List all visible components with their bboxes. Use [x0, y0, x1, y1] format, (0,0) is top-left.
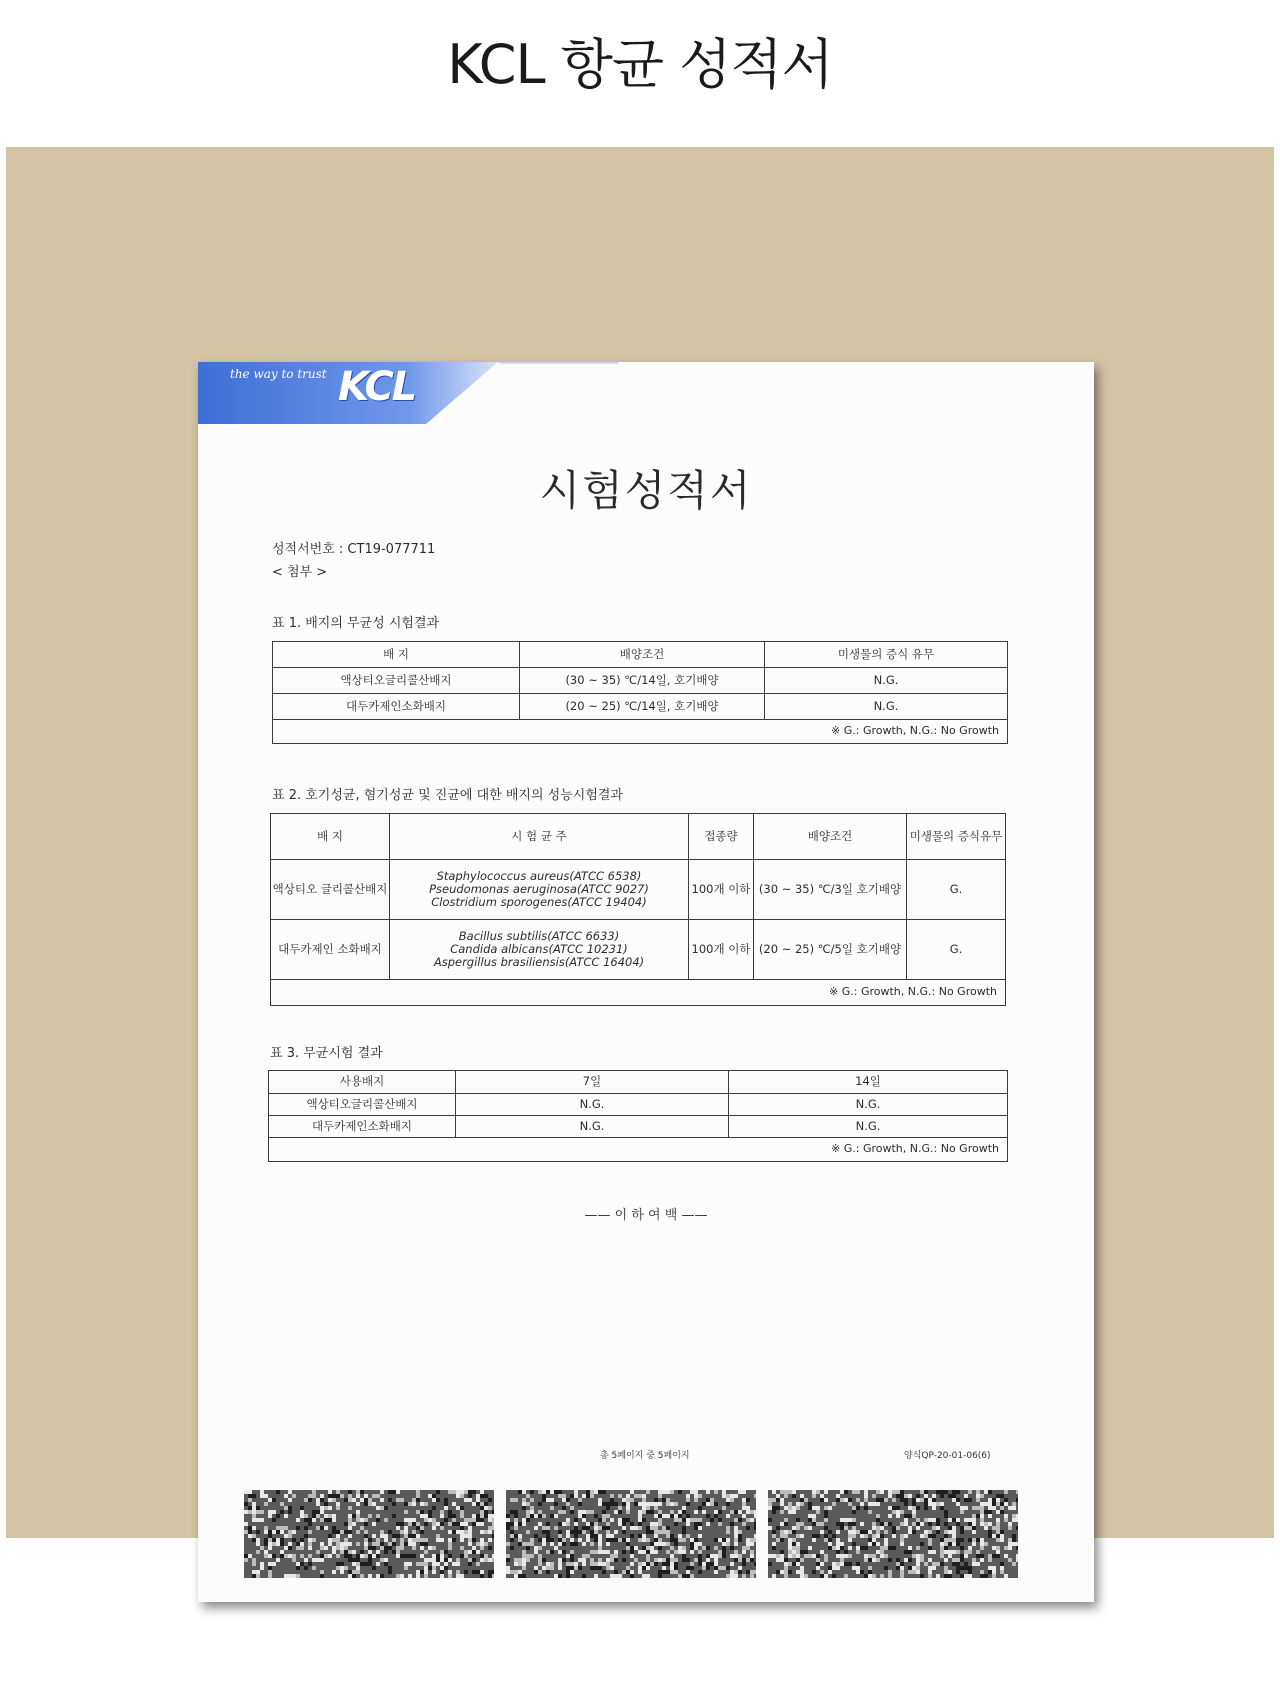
document-panel [6, 147, 1274, 1538]
table-cell: (20 ~ 25) ℃/14일, 호기배양 [520, 694, 765, 720]
strain-cell [390, 920, 689, 980]
test-report-document [198, 362, 1094, 1602]
table1-header: 배양조건 [520, 642, 765, 668]
table1-caption: 표 1. 배지의 무균성 시험결과 [272, 616, 440, 631]
table2-header: 시 험 균 주 [390, 814, 689, 860]
strain-name: Pseudomonas aeruginosa(ATCC 9027) [429, 881, 649, 896]
table-cell: N.G. [765, 668, 1008, 694]
table-cell: 대두카제인 소화배지 [271, 920, 390, 980]
table1-header: 미생물의 증식 유무 [765, 642, 1008, 668]
end-of-document-mark: —— 이 하 여 백 —— [584, 1208, 708, 1223]
table1 [272, 641, 1008, 744]
table2-caption: 표 2. 호기성균, 혐기성균 및 진균에 대한 배지의 성능시험결과 [272, 788, 623, 803]
table-row [269, 1094, 1008, 1116]
table-cell: G. [907, 860, 1006, 920]
page-title: KCL 항균 성적서 [447, 33, 833, 96]
table2-note: ※ G.: Growth, N.G.: No Growth [271, 980, 1006, 1006]
table1-note: ※ G.: Growth, N.G.: No Growth [273, 720, 1008, 744]
table3-caption: 표 3. 무균시험 결과 [270, 1046, 383, 1061]
strain-name: Clostridium sporogenes(ATCC 19404) [431, 895, 647, 910]
strain-name: Staphylococcus aureus(ATCC 6538) [436, 868, 642, 883]
table3-note: ※ G.: Growth, N.G.: No Growth [269, 1138, 1008, 1162]
brand-tagline: the way to trust [230, 367, 327, 381]
table-cell: (20 ~ 25) ℃/5일 호기배양 [754, 920, 907, 980]
table-cell: 대두카제인소화배지 [273, 694, 520, 720]
table-cell: N.G. [456, 1116, 729, 1138]
table2-header: 미생물의 증식유무 [907, 814, 1006, 860]
table3-header: 7일 [456, 1071, 729, 1094]
table-row [273, 694, 1008, 720]
security-pattern [244, 1490, 494, 1578]
form-code: 양식QP-20-01-06(6) [904, 1451, 991, 1461]
table1-header: 배 지 [273, 642, 520, 668]
table2-header: 접종량 [689, 814, 754, 860]
strain-name: Bacillus subtilis(ATCC 6633) [458, 928, 620, 943]
strain-name: Aspergillus brasiliensis(ATCC 16404) [433, 955, 645, 970]
table-cell: 100개 이하 [689, 860, 754, 920]
table2 [270, 813, 1006, 1006]
table-cell: 대두카제인소화배지 [269, 1116, 456, 1138]
table-cell: 액상티오 글리콜산배지 [271, 860, 390, 920]
table-cell: N.G. [456, 1094, 729, 1116]
table-row [271, 860, 1006, 920]
table-cell: 액상티오글리콜산배지 [273, 668, 520, 694]
kcl-header-band [198, 362, 1094, 424]
report-number: 성적서번호 : CT19-077711 [272, 542, 436, 557]
table-row [271, 920, 1006, 980]
table3-header: 사용배지 [269, 1071, 456, 1094]
table-cell: (30 ~ 35) ℃/3일 호기배양 [754, 860, 907, 920]
strain-name: Candida albicans(ATCC 10231) [450, 941, 628, 956]
document-title: 시험성적서 [539, 466, 753, 515]
kcl-logo: KCL [338, 364, 416, 410]
attachment-label: < 첨부 > [272, 565, 328, 580]
table-cell: 액상티오글리콜산배지 [269, 1094, 456, 1116]
table2-header: 배 지 [271, 814, 390, 860]
table-cell: G. [907, 920, 1006, 980]
page-info: 총 5페이지 중 5페이지 [600, 1451, 690, 1461]
table-cell: 100개 이하 [689, 920, 754, 980]
table2-header: 배양조건 [754, 814, 907, 860]
table-cell: N.G. [729, 1116, 1008, 1138]
table-row [269, 1116, 1008, 1138]
table-row [273, 668, 1008, 694]
security-pattern [506, 1490, 756, 1578]
table3-header: 14일 [729, 1071, 1008, 1094]
strain-cell [390, 860, 689, 920]
table-cell: N.G. [765, 694, 1008, 720]
table-cell: (30 ~ 35) ℃/14일, 호기배양 [520, 668, 765, 694]
table3 [268, 1070, 1008, 1162]
security-pattern [768, 1490, 1018, 1578]
table-cell: N.G. [729, 1094, 1008, 1116]
